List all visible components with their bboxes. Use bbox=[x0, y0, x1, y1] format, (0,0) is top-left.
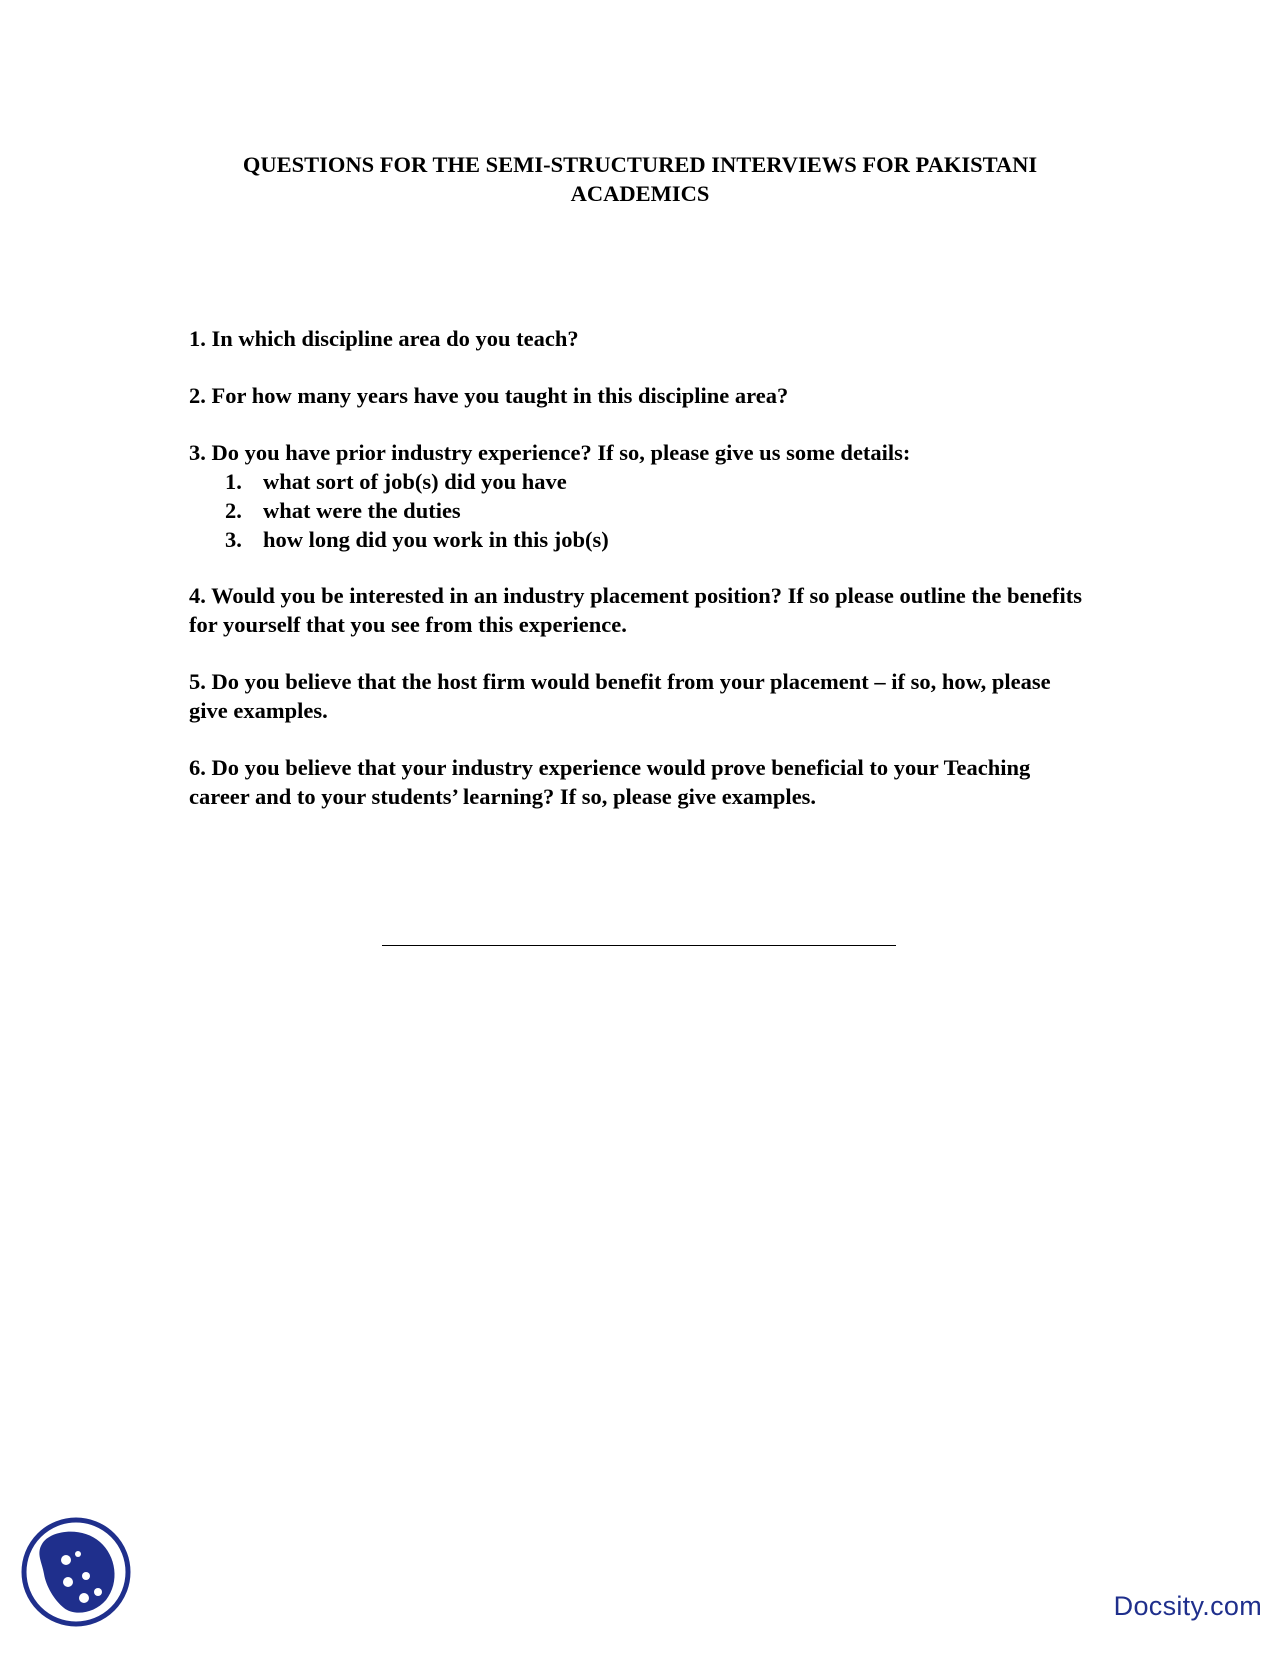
title-line-2: ACADEMICS bbox=[570, 181, 710, 206]
title-line-1: QUESTIONS FOR THE SEMI-STRUCTURED INTERVIEWS FOR PAKISTANI bbox=[242, 152, 1038, 177]
question-3: 3. Do you have prior industry experience? If so, please give us some details: bbox=[189, 440, 911, 465]
docsity-logo-icon bbox=[20, 1516, 132, 1628]
question-1: 1. In which discipline area do you teach? bbox=[189, 326, 579, 351]
document-title bbox=[150, 150, 1130, 208]
question-4: 4. Would you be interested in an industry placement position? If so please outline the benefits for yourself that you see from this experience. bbox=[189, 583, 1083, 637]
list-item-number: 3. bbox=[225, 527, 242, 552]
list-item bbox=[225, 467, 609, 496]
list-item-number: 2. bbox=[225, 498, 242, 523]
list-item-text: how long did you work in this job(s) bbox=[263, 527, 609, 552]
docsity-brand-link[interactable]: Docsity.com bbox=[1113, 1591, 1262, 1621]
question-3-subitems bbox=[225, 467, 609, 554]
list-item-text: what sort of job(s) did you have bbox=[263, 469, 567, 494]
question-2: 2. For how many years have you taught in this discipline area? bbox=[189, 383, 789, 408]
question-5: 5. Do you believe that the host firm would benefit from your placement – if so, how, please give examples. bbox=[189, 669, 1051, 723]
separator-line bbox=[382, 945, 896, 946]
list-item-text: what were the duties bbox=[263, 498, 461, 523]
list-item bbox=[225, 496, 609, 525]
list-item-number: 1. bbox=[225, 469, 242, 494]
list-item bbox=[225, 525, 609, 554]
question-6: 6. Do you believe that your industry experience would prove beneficial to your Teaching career and to your students’ learning? If so, please give examples. bbox=[189, 755, 1031, 809]
